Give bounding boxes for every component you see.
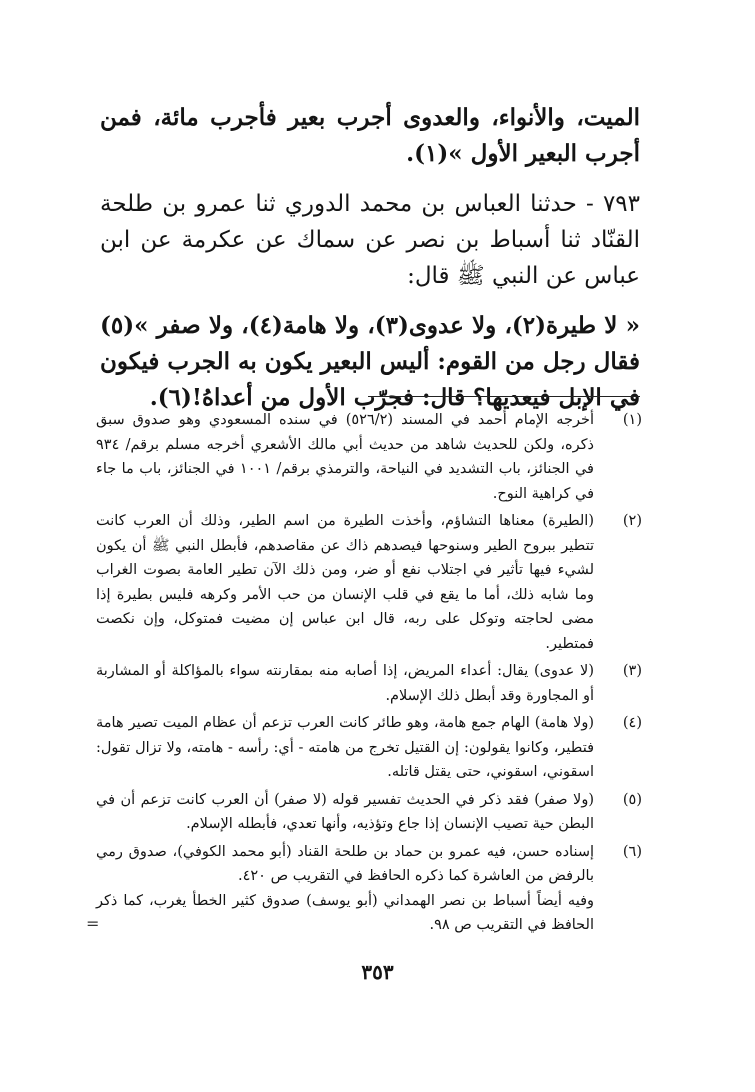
footnote-line: إسناده حسن، فيه عمرو بن حماد بن طلحة القناد (أبو محمد الكوفي)، صدوق رمي بالرفض من العاشرة كما ذكره الحافظ في التقريب ص ٤٢٠. [96,843,594,884]
footnote-text [96,788,594,837]
footnote-number: (٢) [622,513,642,529]
footnote-number: (٤) [622,715,642,731]
footnote-line: (لا عدوى) يقال: أعداء المريض، إذا أصابه منه بمقارنته سواء بالمؤاكلة أو المشاربة أو المجاورة وقد أبطل ذلك الإسلام. [96,663,594,704]
footnote-5 [96,788,646,837]
footnote-number: (٦) [622,843,642,860]
main-text [100,100,640,416]
main-paragraph-1: الميت، والأنواء، والعدوى أجرب بعير فأجرب مائة، فمن أجرب البعير الأول »(١). [100,104,640,167]
footnote-number: (١) [622,412,642,428]
footnote-2 [96,509,646,656]
footnote-line: وفيه أيضاً أسباط بن نصر الهمداني (أبو يوسف) صدوق كثير الخطأ يغرب، كما ذكر الحافظ في التقريب ص ٩٨. [96,892,594,933]
footnote-text [96,509,594,656]
page-number: ٣٥٣ [361,960,394,984]
footnote-number: (٥) [622,791,642,808]
continuation-mark: = [86,914,100,933]
footnote-4 [96,711,646,785]
footnote-line: (ولا هامة) الهام جمع هامة، وهو طائر كانت العرب تزعم أن عظام الميت تصير هامة فتطير، وكانوا يقولون: إن القتيل تخرج من هامته - أي: رأسه - هامته، ولا تزال تقول: اسقوني، اسقوني، حتى يقتل قاتله. [96,715,594,780]
footnote-text [96,840,594,938]
main-paragraph-3: « لا طيرة(٢)، ولا عدوى(٣)، ولا هامة(٤)، ولا صفر »(٥) فقال رجل من القوم: أليس البعير يكون به الجرب فيكون في الإبل فيعديها؟ قال: فجرّب الأول من أعداهُ!(٦). [100,312,640,411]
footnote-text [96,711,594,785]
footnote-1 [96,408,646,506]
footnote-line: أخرجه الإمام أحمد في المسند (٥٢٦/٢) في سنده المسعودي وهو صدوق سبق ذكره، ولكن للحديث شاهد من حديث أبي مالك الأشعري أخرجه مسلم برقم/ ٩٣٤ في الجنائز، باب التشديد في النياحة، والترمذي برقم/ ١٠٠١ في الجنائز، باب ما جاء في كراهية النوح. [96,412,594,502]
footnote-6 [96,840,646,938]
footnote-number: (٣) [622,663,642,679]
footnote-separator [368,396,640,397]
main-paragraph-2: ٧٩٣ - حدثنا العباس بن محمد الدوري ثنا عمرو بن طلحة القنّاد ثنا أسباط بن نصر عن سماك عن عكرمة عن ابن عباس عن النبي ﷺ قال: [100,191,640,289]
footnote-3 [96,659,646,708]
footnotes [96,408,646,941]
footnote-text [96,408,594,506]
footnote-line: (الطيرة) معناها التشاؤم، وأخذت الطيرة من اسم الطير، وذلك أن العرب كانت تتطير ببروح الطير وسنوحها فيصدهم ذاك عن مقاصدهم، فأبطل النبي ﷺ أن يكون لشيء فيها تأثير في اجتلاب نفع أو ضر، ومن ذلك الآن تطير العامة بصوت الغراب وما شابه ذلك، أما ما يقع في قلب الإنسان من حب الأمر وكرهه فليس بطيرة إذا مضى لحاجته وتوكل على ربه، قال ابن عباس إن مضيت فمتوكل، وإن نكصت فمتطير. [96,513,594,652]
footnote-text [96,659,594,708]
footnote-line: (ولا صفر) فقد ذكر في الحديث تفسير قوله (لا صفر) أن العرب كانت تزعم أن في البطن حية تصيب الإنسان إذا جاع وتؤذيه، وأنها تعدي، فأبطله الإسلام. [96,791,594,832]
